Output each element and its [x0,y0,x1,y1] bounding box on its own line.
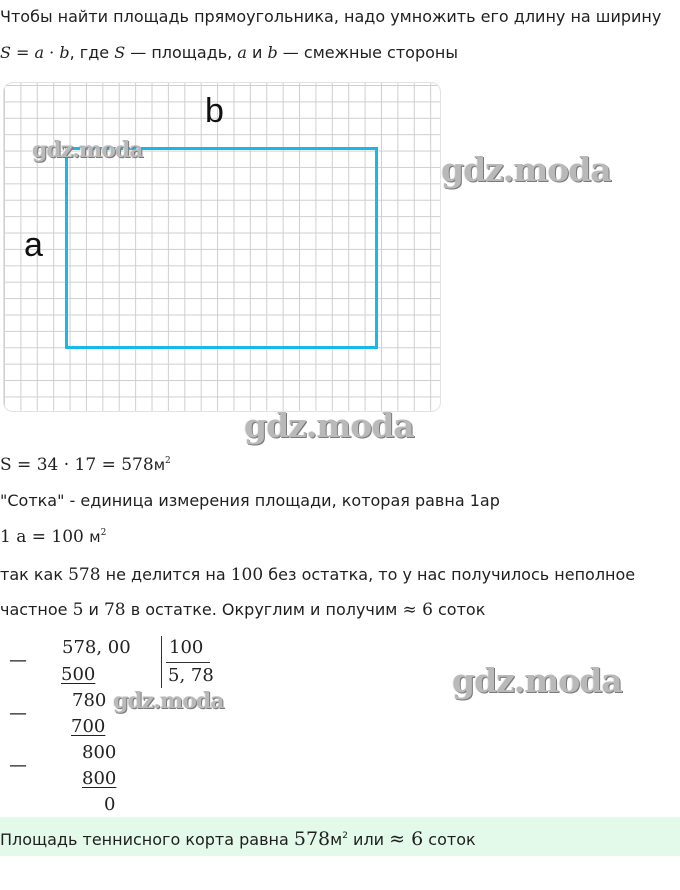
division-step: 500 [61,664,96,685]
formula-text: = [10,43,35,62]
dividend: 578, 00 [62,637,131,658]
division-step: 700 [71,716,106,737]
formula-symbol: a [237,43,247,62]
explanation-text: соток [432,600,486,619]
minus-sign: — [9,650,27,671]
formula-text: — смежные стороны [277,43,458,62]
answer-text: или [347,830,390,849]
explanation-text: без остатка, то у нас получилось неполное [263,565,636,584]
division-step: 800 [82,742,117,763]
division-bracket [166,662,210,663]
area-unit: м [153,456,166,474]
division-step: 800 [82,768,117,789]
answer-banner [0,817,680,856]
sotka-definition [0,491,500,510]
watermark: gdz.moda [113,688,224,714]
answer-value: 578 [293,828,331,850]
sotka-definition-value: 1ар [469,491,500,510]
formula-symbol: a [34,43,45,62]
explanation-text: так как [0,565,69,584]
formula-symbol: b [267,43,278,62]
divisor: 100 [169,637,204,658]
sotka-conversion [0,527,106,547]
answer-text: Площадь теннисного корта равна [0,830,294,849]
answer-approx: ≈ 6 [389,828,424,850]
watermark: gdz.moda [32,137,143,163]
area-formula: S = 34 · 17 = 578 [0,455,154,475]
explanation-text: и [83,600,104,619]
intro-sentence: Чтобы найти площадь прямоугольника, надо умножить его длину на ширину [0,7,662,26]
conversion-unit: м [89,528,101,546]
explanation-number: 578 [68,565,101,585]
intro-formula [0,43,458,62]
area-calculation [0,455,171,475]
watermark: gdz.moda [441,150,611,189]
formula-text: · [44,43,60,62]
conversion-text: 1 а = 100 [0,527,90,547]
explanation-number: 100 [230,565,264,585]
minus-sign: — [9,755,27,776]
formula-symbol: S [0,43,11,62]
explanation-text: частное [0,600,73,619]
side-label-a: a [24,226,43,264]
side-label-b: b [205,92,224,130]
formula-symbol: b [59,43,70,62]
explanation-line-2 [0,600,485,620]
rectangle [65,147,378,349]
watermark: gdz.moda [244,406,414,445]
explanation-text: в остатке. Округлим и получим [125,600,403,619]
division-step: 780 [72,690,107,711]
minus-sign: — [9,703,27,724]
answer-unit: м [330,830,343,849]
explanation-number: 5 [72,600,84,620]
division-bracket [161,636,162,688]
explanation-number: 78 [103,600,126,620]
sotka-definition-text: "Сотка" - единица измерения площади, которая равна [0,491,470,510]
quotient: 5, 78 [168,665,214,686]
formula-text: , где [69,43,115,62]
formula-text: и [246,43,268,62]
explanation-number: ≈ 6 [402,600,433,620]
answer-unit-power: 2 [342,831,348,841]
area-unit-power: 2 [165,456,171,466]
formula-text: — площадь, [125,43,238,62]
answer-text: соток [423,830,476,849]
division-remainder: 0 [104,794,116,815]
formula-symbol: S [114,43,126,62]
explanation-text: не делится на [100,565,231,584]
conversion-unit-power: 2 [100,528,107,538]
watermark: gdz.moda [452,661,622,700]
explanation-line-1 [0,565,635,585]
